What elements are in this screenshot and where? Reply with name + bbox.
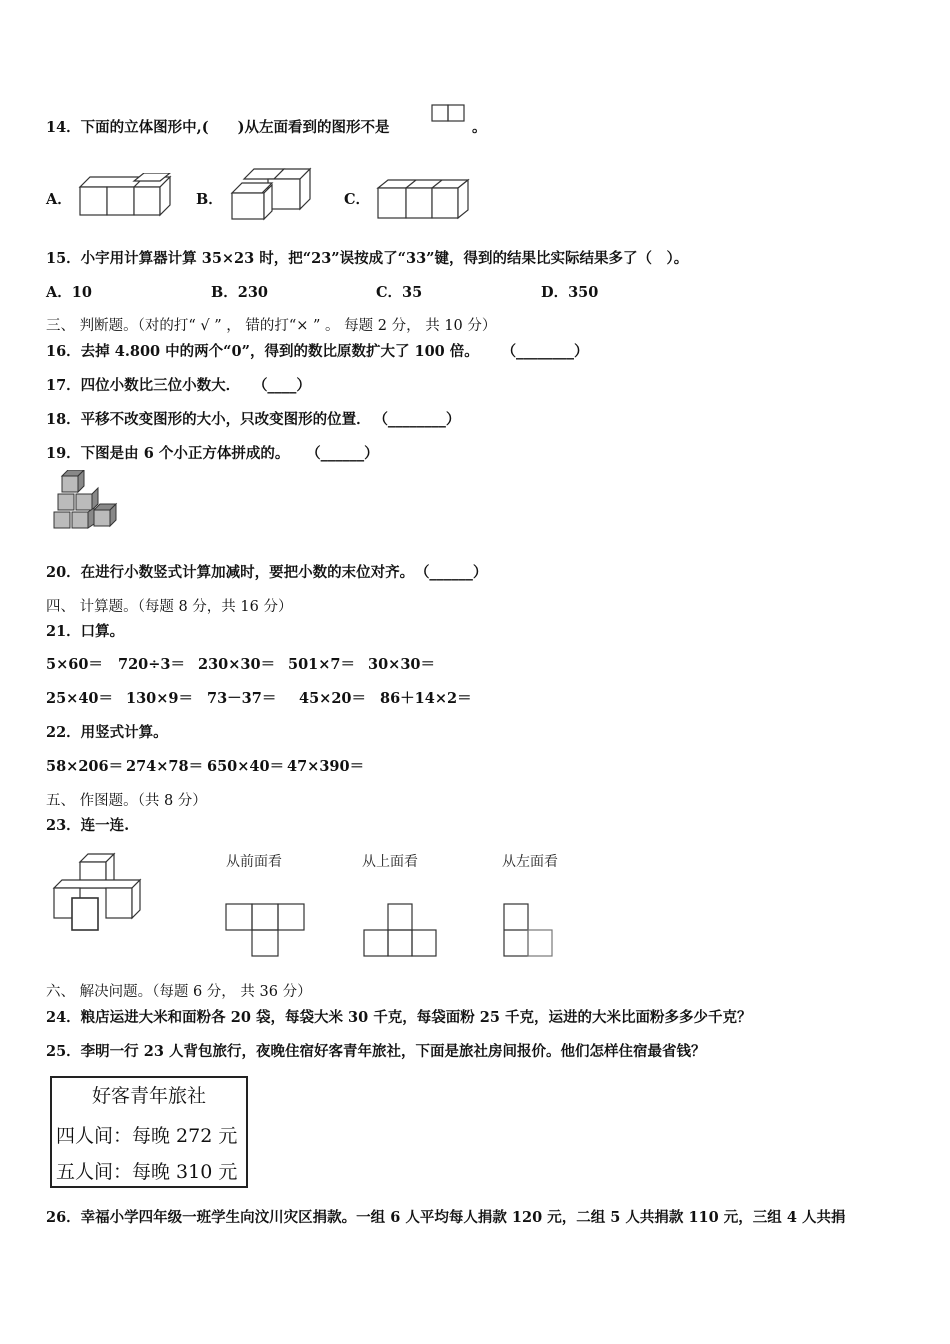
q22-item: 58×206＝ xyxy=(46,758,124,775)
q21-item: 73－37＝ xyxy=(207,690,277,707)
q15-option-c: C．35 xyxy=(376,284,423,301)
q18-stem: 18．平移不改变图形的大小，只改变图形的位置． （________） xyxy=(46,411,461,428)
q21-item: 5×60＝ xyxy=(46,656,103,673)
section5-heading: 五、 作图题。（共 8 分） xyxy=(46,793,207,809)
section6-heading: 六、 解决问题。（每题 6 分， 共 36 分） xyxy=(46,984,312,1000)
q26-stem: 26．幸福小学四年级一班学生向汶川灾区捐款。一组 6 人平均每人捐款 120 元，二组 5 人共捐款 110 元，三组 4 人共捐 xyxy=(46,1209,846,1226)
q21-item: 501×7＝ xyxy=(288,656,356,673)
q21-item: 130×9＝ xyxy=(126,690,194,707)
q19-answer-blank: （______） xyxy=(313,445,379,462)
q15-stem: 15．小宇用计算器计算 35×23 时，把“23”误按成了“33”键，得到的结果比实际结果多了（ ）。 xyxy=(46,250,689,267)
q21-item: 30×30＝ xyxy=(368,656,436,673)
q16-stem: 16．去掉 4.800 中的两个“0”，得到的数比原数扩大了 100 倍。 （________） xyxy=(46,343,589,360)
q23-front-view xyxy=(220,852,320,960)
view-label-top: 从上面看 xyxy=(362,854,418,870)
q14-option-a-figure xyxy=(78,173,174,223)
q21-item: 86＋14×2＝ xyxy=(380,690,472,707)
q20-answer-blank: （______） xyxy=(422,564,488,581)
q21-row-1 xyxy=(46,653,435,674)
q15-option-b: B．230 xyxy=(211,284,269,301)
q25-stem: 25．李明一行 23 人背包旅行，夜晚住宿好客青年旅社，下面是旅社房间报价。他们怎样住宿最省钱？ xyxy=(46,1043,706,1060)
q23-solid-figure xyxy=(50,852,156,936)
q18-answer-blank: （________） xyxy=(380,411,461,428)
q16-answer-blank: （________） xyxy=(508,343,589,360)
q14-stem: 14．下面的立体图形中,( )从左面看到的图形不是 xyxy=(46,119,390,136)
q23-left-view xyxy=(498,852,598,960)
q21-item: 230×30＝ xyxy=(198,656,276,673)
q15-option-a: A．10 xyxy=(46,284,92,301)
section3-heading: 三、 判断题。（对的打“ √ ” ， 错的打“× ” 。 每题 2 分， 共 10 分） xyxy=(46,318,497,334)
view-label-front: 从前面看 xyxy=(226,854,282,870)
two-square-view-figure xyxy=(431,104,467,124)
q14-option-b-figure xyxy=(228,165,316,223)
q17-stem: 17．四位小数比三位小数大． （____） xyxy=(46,377,311,394)
q21-item: 720÷3＝ xyxy=(118,656,186,673)
q21-item: 25×40＝ xyxy=(46,690,114,707)
q17-answer-blank: （____） xyxy=(260,377,311,394)
q23-stem: 23．连一连. xyxy=(46,817,130,834)
q14-option-c-label: C． xyxy=(344,191,371,208)
q14-option-a-label: A． xyxy=(46,191,72,208)
six-cube-stack-figure xyxy=(50,470,122,540)
q14-option-b-label: B． xyxy=(196,191,223,208)
hostel-price-notice xyxy=(50,1076,248,1188)
view-label-left: 从左面看 xyxy=(502,854,558,870)
q22-stem: 22．用竖式计算。 xyxy=(46,724,168,741)
q14-end-mark: 。 xyxy=(472,119,487,136)
q23-top-view xyxy=(356,852,456,960)
q21-item: 45×20＝ xyxy=(299,690,367,707)
q22-item: 47×390＝ xyxy=(287,758,365,775)
q22-item: 274×78＝ xyxy=(126,758,204,775)
notice-title: 好客青年旅社 xyxy=(91,1085,207,1107)
q15-option-d: D．350 xyxy=(541,284,599,301)
q14-option-c-figure xyxy=(376,176,472,224)
q19-stem: 19．下图是由 6 个小正方体拼成的。 （______） xyxy=(46,445,379,462)
q20-stem: 20．在进行小数竖式计算加减时，要把小数的末位对齐。 （______） xyxy=(46,564,488,581)
q21-stem: 21．口算。 xyxy=(46,623,125,640)
notice-five-person-room: 五人间：每晚 310 元 xyxy=(56,1161,238,1183)
q22-item: 650×40＝ xyxy=(207,758,285,775)
q24-stem: 24．粮店运进大米和面粉各 20 袋，每袋大米 30 千克，每袋面粉 25 千克，运进的大米比面粉多多少千克？ xyxy=(46,1009,752,1026)
q21-row-2 xyxy=(46,687,472,708)
section4-heading: 四、 计算题。（每题 8 分，共 16 分） xyxy=(46,599,293,615)
q22-row xyxy=(46,755,364,776)
notice-four-person-room: 四人间：每晚 272 元 xyxy=(56,1125,238,1147)
q15-options xyxy=(46,281,598,302)
